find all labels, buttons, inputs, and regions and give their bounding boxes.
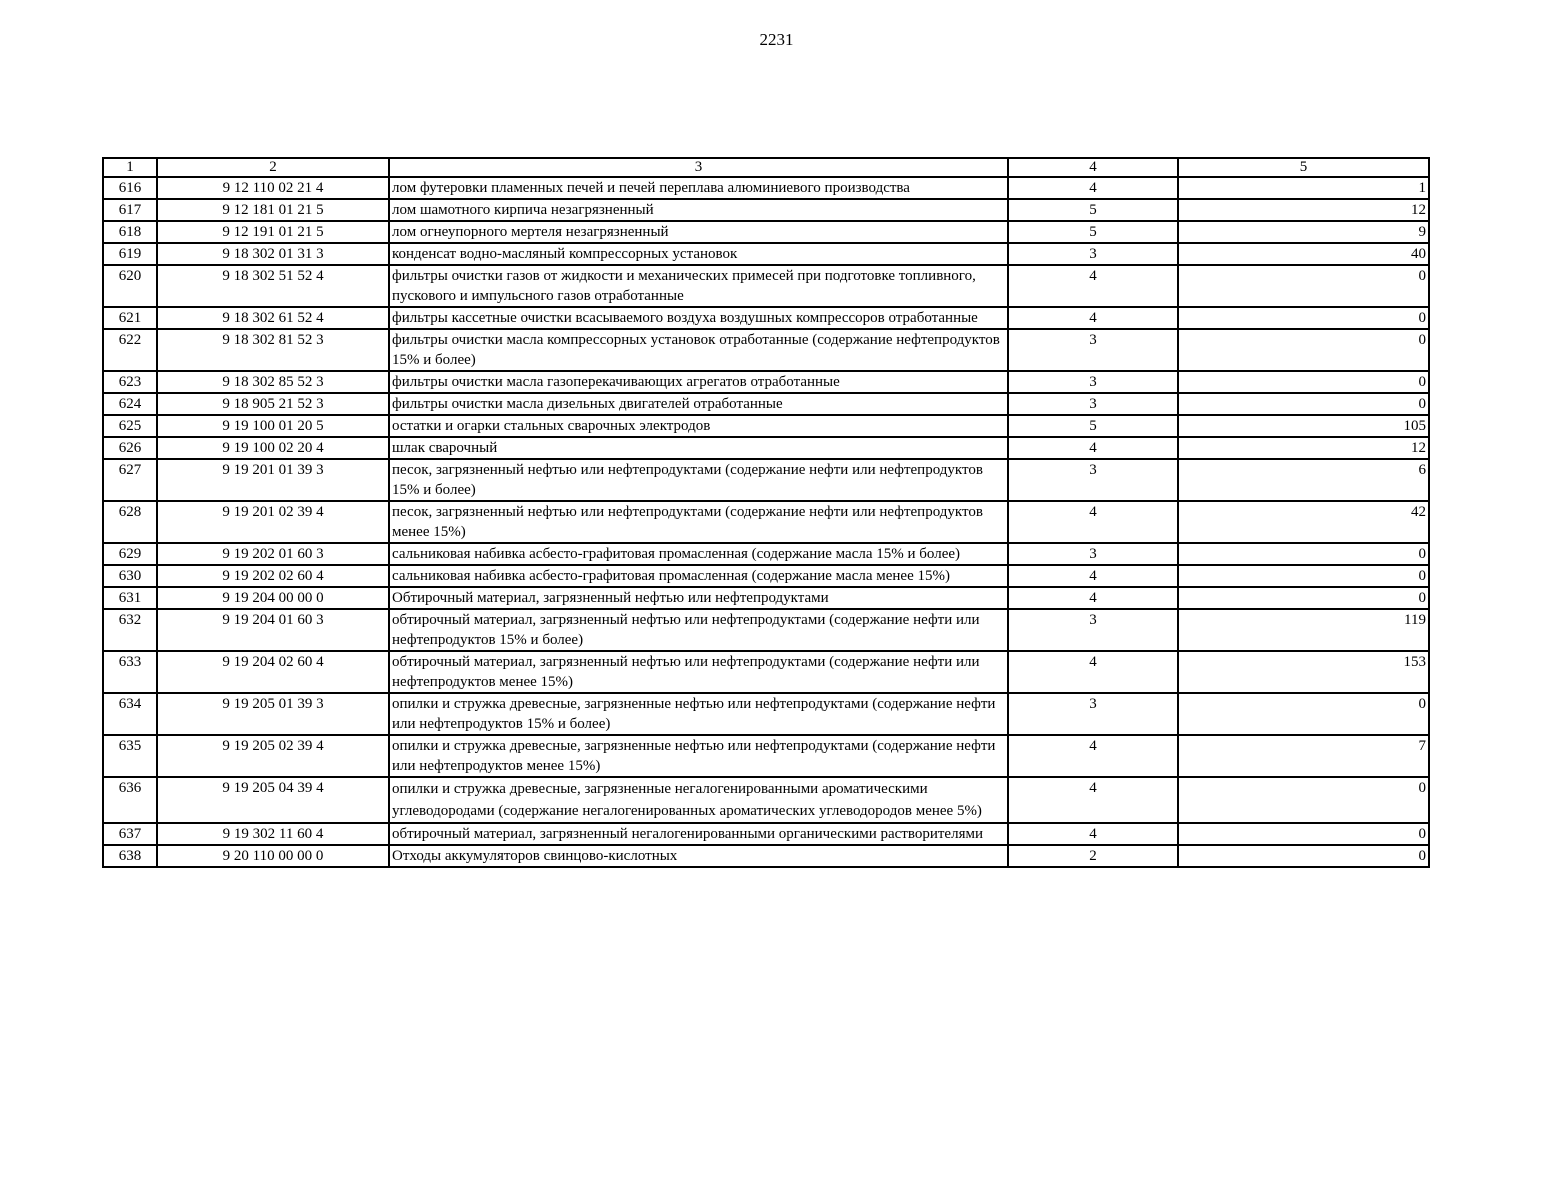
waste-code: 9 18 905 21 52 3 — [157, 393, 389, 415]
quantity: 119 — [1178, 609, 1429, 651]
waste-code: 9 19 201 02 39 4 — [157, 501, 389, 543]
waste-name: фильтры очистки масла газоперекачивающих агрегатов отработанные — [389, 371, 1008, 393]
quantity: 42 — [1178, 501, 1429, 543]
waste-code: 9 20 110 00 00 0 — [157, 845, 389, 867]
row-number: 632 — [103, 609, 157, 651]
table-row — [103, 845, 1429, 867]
hazard-class: 3 — [1008, 693, 1178, 735]
hazard-class: 4 — [1008, 823, 1178, 845]
table-row — [103, 307, 1429, 329]
hazard-class: 4 — [1008, 587, 1178, 609]
table-row — [103, 199, 1429, 221]
table-row — [103, 587, 1429, 609]
row-number: 638 — [103, 845, 157, 867]
waste-code: 9 19 202 01 60 3 — [157, 543, 389, 565]
table-row — [103, 265, 1429, 307]
table-row — [103, 415, 1429, 437]
row-number: 629 — [103, 543, 157, 565]
row-number: 616 — [103, 177, 157, 199]
quantity: 0 — [1178, 845, 1429, 867]
quantity: 12 — [1178, 199, 1429, 221]
waste-name: опилки и стружка древесные, загрязненные негалогенированными ароматическими углеводородами (содержание негалогенированных ароматических углеводородов менее 5%) — [389, 777, 1008, 823]
waste-code: 9 12 191 01 21 5 — [157, 221, 389, 243]
table-row — [103, 221, 1429, 243]
waste-code: 9 19 205 01 39 3 — [157, 693, 389, 735]
table-row — [103, 735, 1429, 777]
row-number: 636 — [103, 777, 157, 823]
quantity: 0 — [1178, 587, 1429, 609]
quantity: 0 — [1178, 777, 1429, 823]
waste-code: 9 19 204 01 60 3 — [157, 609, 389, 651]
waste-code: 9 19 205 04 39 4 — [157, 777, 389, 823]
waste-name: опилки и стружка древесные, загрязненные нефтью или нефтепродуктами (содержание нефти или нефтепродуктов менее 15%) — [389, 735, 1008, 777]
row-number: 628 — [103, 501, 157, 543]
table-row — [103, 371, 1429, 393]
table-row — [103, 437, 1429, 459]
table-row — [103, 459, 1429, 501]
waste-code: 9 18 302 81 52 3 — [157, 329, 389, 371]
row-number: 633 — [103, 651, 157, 693]
hazard-class: 4 — [1008, 177, 1178, 199]
table-row — [103, 777, 1429, 823]
quantity: 40 — [1178, 243, 1429, 265]
table-row — [103, 693, 1429, 735]
table-row — [103, 501, 1429, 543]
quantity: 1 — [1178, 177, 1429, 199]
quantity: 12 — [1178, 437, 1429, 459]
waste-name: лом огнеупорного мертеля незагрязненный — [389, 221, 1008, 243]
row-number: 627 — [103, 459, 157, 501]
waste-code: 9 18 302 61 52 4 — [157, 307, 389, 329]
hazard-class: 5 — [1008, 415, 1178, 437]
waste-code: 9 18 302 85 52 3 — [157, 371, 389, 393]
column-header-1: 1 — [103, 158, 157, 177]
waste-code: 9 18 302 51 52 4 — [157, 265, 389, 307]
hazard-class: 3 — [1008, 329, 1178, 371]
row-number: 625 — [103, 415, 157, 437]
waste-name: обтирочный материал, загрязненный нефтью или нефтепродуктами (содержание нефти или нефтепродуктов 15% и более) — [389, 609, 1008, 651]
waste-name: сальниковая набивка асбесто-графитовая промасленная (содержание масла 15% и более) — [389, 543, 1008, 565]
quantity: 0 — [1178, 307, 1429, 329]
hazard-class: 4 — [1008, 565, 1178, 587]
quantity: 0 — [1178, 823, 1429, 845]
waste-name: песок, загрязненный нефтью или нефтепродуктами (содержание нефти или нефтепродуктов менее 15%) — [389, 501, 1008, 543]
row-number: 630 — [103, 565, 157, 587]
table-row — [103, 651, 1429, 693]
row-number: 637 — [103, 823, 157, 845]
quantity: 0 — [1178, 565, 1429, 587]
waste-code: 9 12 110 02 21 4 — [157, 177, 389, 199]
column-header-4: 4 — [1008, 158, 1178, 177]
hazard-class: 2 — [1008, 845, 1178, 867]
quantity: 6 — [1178, 459, 1429, 501]
waste-name: шлак сварочный — [389, 437, 1008, 459]
waste-name: обтирочный материал, загрязненный нефтью или нефтепродуктами (содержание нефти или нефтепродуктов менее 15%) — [389, 651, 1008, 693]
waste-name: остатки и огарки стальных сварочных электродов — [389, 415, 1008, 437]
column-number-row — [103, 158, 1429, 177]
table-row — [103, 243, 1429, 265]
row-number: 622 — [103, 329, 157, 371]
column-header-2: 2 — [157, 158, 389, 177]
hazard-class: 4 — [1008, 735, 1178, 777]
row-number: 634 — [103, 693, 157, 735]
waste-name: конденсат водно-масляный компрессорных установок — [389, 243, 1008, 265]
hazard-class: 5 — [1008, 221, 1178, 243]
waste-name: фильтры очистки газов от жидкости и механических примесей при подготовке топливного, пускового и импульсного газов отработанные — [389, 265, 1008, 307]
waste-code: 9 19 204 02 60 4 — [157, 651, 389, 693]
row-number: 623 — [103, 371, 157, 393]
quantity: 9 — [1178, 221, 1429, 243]
page-number: 2231 — [759, 30, 794, 49]
waste-registry-table — [102, 157, 1430, 868]
quantity: 0 — [1178, 693, 1429, 735]
waste-name: песок, загрязненный нефтью или нефтепродуктами (содержание нефти или нефтепродуктов 15% и более) — [389, 459, 1008, 501]
waste-name: Обтирочный материал, загрязненный нефтью или нефтепродуктами — [389, 587, 1008, 609]
hazard-class: 3 — [1008, 393, 1178, 415]
waste-code: 9 19 302 11 60 4 — [157, 823, 389, 845]
waste-code: 9 19 100 01 20 5 — [157, 415, 389, 437]
quantity: 105 — [1178, 415, 1429, 437]
table-row — [103, 177, 1429, 199]
hazard-class: 3 — [1008, 609, 1178, 651]
row-number: 620 — [103, 265, 157, 307]
row-number: 631 — [103, 587, 157, 609]
table-row — [103, 823, 1429, 845]
hazard-class: 5 — [1008, 199, 1178, 221]
waste-name: лом футеровки пламенных печей и печей переплава алюминиевого производства — [389, 177, 1008, 199]
table-row — [103, 543, 1429, 565]
row-number: 617 — [103, 199, 157, 221]
quantity: 153 — [1178, 651, 1429, 693]
hazard-class: 4 — [1008, 265, 1178, 307]
hazard-class: 3 — [1008, 459, 1178, 501]
table-row — [103, 393, 1429, 415]
hazard-class: 4 — [1008, 651, 1178, 693]
column-header-3: 3 — [389, 158, 1008, 177]
waste-name: фильтры очистки масла дизельных двигателей отработанные — [389, 393, 1008, 415]
waste-code: 9 18 302 01 31 3 — [157, 243, 389, 265]
waste-code: 9 19 205 02 39 4 — [157, 735, 389, 777]
waste-name: фильтры очистки масла компрессорных установок отработанные (содержание нефтепродуктов 15% и более) — [389, 329, 1008, 371]
quantity: 7 — [1178, 735, 1429, 777]
table-row — [103, 329, 1429, 371]
waste-name: обтирочный материал, загрязненный негалогенированными органическими растворителями — [389, 823, 1008, 845]
row-number: 621 — [103, 307, 157, 329]
hazard-class: 4 — [1008, 307, 1178, 329]
waste-name: фильтры кассетные очистки всасываемого воздуха воздушных компрессоров отработанные — [389, 307, 1008, 329]
row-number: 619 — [103, 243, 157, 265]
waste-code: 9 12 181 01 21 5 — [157, 199, 389, 221]
hazard-class: 3 — [1008, 543, 1178, 565]
quantity: 0 — [1178, 265, 1429, 307]
row-number: 624 — [103, 393, 157, 415]
waste-code: 9 19 202 02 60 4 — [157, 565, 389, 587]
hazard-class: 3 — [1008, 371, 1178, 393]
row-number: 618 — [103, 221, 157, 243]
row-number: 635 — [103, 735, 157, 777]
quantity: 0 — [1178, 393, 1429, 415]
waste-name: опилки и стружка древесные, загрязненные нефтью или нефтепродуктами (содержание нефти или нефтепродуктов 15% и более) — [389, 693, 1008, 735]
table-row — [103, 609, 1429, 651]
quantity: 0 — [1178, 371, 1429, 393]
waste-name: Отходы аккумуляторов свинцово-кислотных — [389, 845, 1008, 867]
quantity: 0 — [1178, 329, 1429, 371]
quantity: 0 — [1178, 543, 1429, 565]
table-row — [103, 565, 1429, 587]
waste-code: 9 19 201 01 39 3 — [157, 459, 389, 501]
column-header-5: 5 — [1178, 158, 1429, 177]
waste-code: 9 19 204 00 00 0 — [157, 587, 389, 609]
hazard-class: 3 — [1008, 243, 1178, 265]
waste-code: 9 19 100 02 20 4 — [157, 437, 389, 459]
hazard-class: 4 — [1008, 437, 1178, 459]
waste-name: лом шамотного кирпича незагрязненный — [389, 199, 1008, 221]
hazard-class: 4 — [1008, 777, 1178, 823]
hazard-class: 4 — [1008, 501, 1178, 543]
waste-name: сальниковая набивка асбесто-графитовая промасленная (содержание масла менее 15%) — [389, 565, 1008, 587]
row-number: 626 — [103, 437, 157, 459]
